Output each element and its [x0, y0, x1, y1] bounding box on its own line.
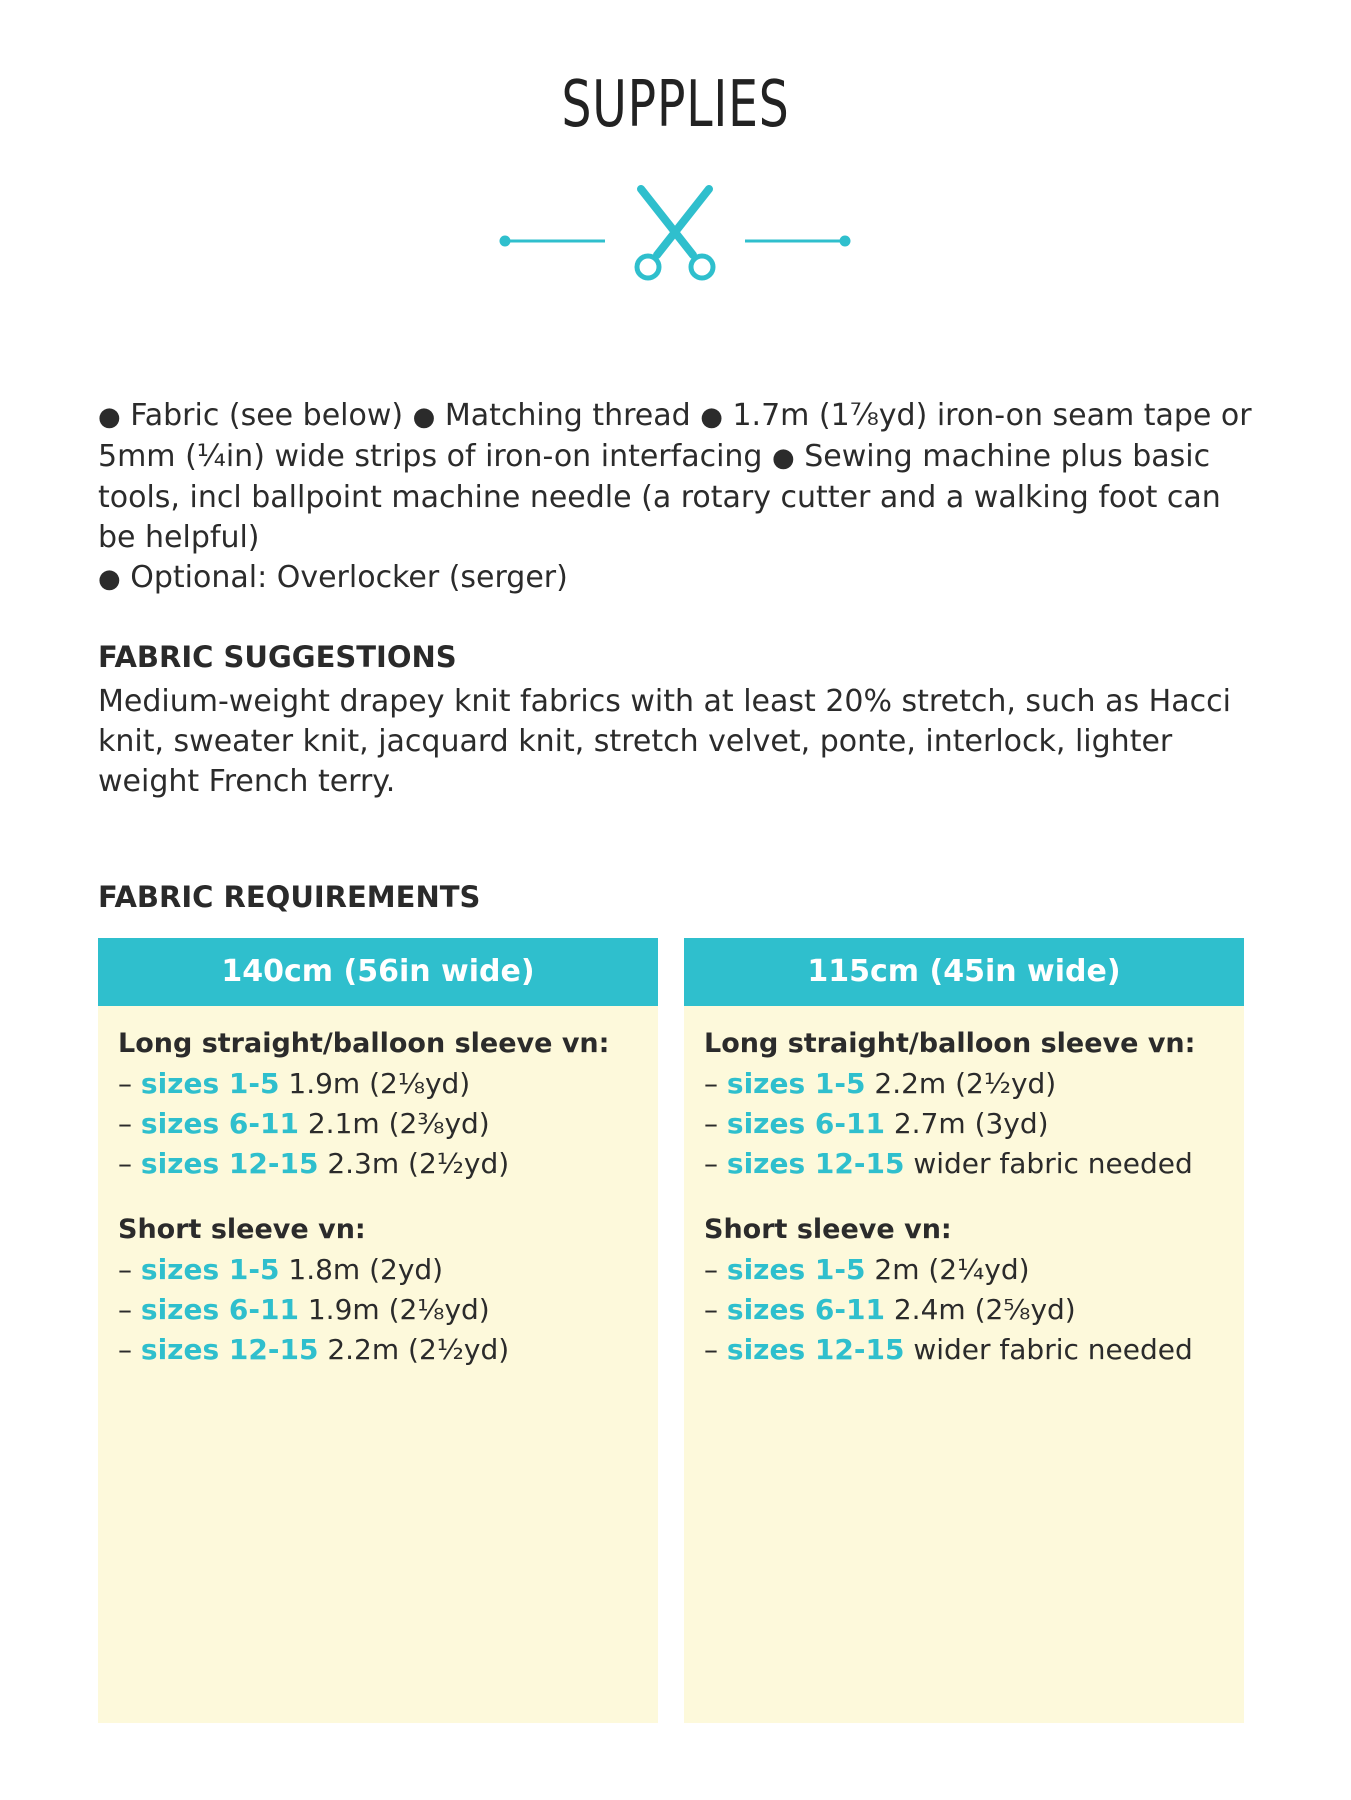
- group-title: Short sleeve vn:: [118, 1214, 366, 1245]
- requirement-group: [118, 1210, 638, 1370]
- fabric-requirements-heading: FABRIC REQUIREMENTS: [98, 880, 481, 914]
- size-range: sizes 12-15: [140, 1147, 319, 1180]
- group-title: Long straight/balloon sleeve vn:: [704, 1028, 1196, 1059]
- requirement-group: [118, 1024, 638, 1184]
- column-header: 140cm (56in wide): [98, 938, 658, 1006]
- requirement-row: – sizes 12-15 2.3m (2½yd): [118, 1147, 510, 1180]
- scissors-icon: [495, 185, 855, 285]
- group-title: Long straight/balloon sleeve vn:: [118, 1028, 610, 1059]
- bullet: ●: [412, 402, 436, 432]
- requirement-row: – sizes 6-11 2.1m (2⅜yd): [118, 1107, 490, 1140]
- supply-item: Matching thread: [444, 398, 691, 433]
- supply-item: 1.7m (1⅞yd) iron-on seam tape or 5mm (¼in) wide strips of iron-on interfacing: [98, 398, 1252, 474]
- requirement-row: – sizes 12-15 2.2m (2½yd): [118, 1333, 510, 1366]
- requirement-row: – sizes 12-15 wider fabric needed: [704, 1333, 1193, 1366]
- page-title: SUPPLIES: [561, 68, 790, 142]
- fabric-amount: 2.3m (2½yd): [327, 1147, 510, 1180]
- fabric-amount: 2.2m (2½yd): [327, 1333, 510, 1366]
- size-range: sizes 1-5: [726, 1253, 866, 1286]
- size-range: sizes 12-15: [726, 1147, 905, 1180]
- fabric-suggestions-text: Medium-weight drapey knit fabrics with at least 20% stretch, such as Hacci knit, sweater knit, jacquard knit, stretch velvet, ponte, interlock, lighter weight French terry.: [98, 684, 1231, 799]
- requirement-row: – sizes 12-15 wider fabric needed: [704, 1147, 1193, 1180]
- fabric-amount: 1.8m (2yd): [288, 1253, 444, 1286]
- fabric-amount: 2m (2¼yd): [874, 1253, 1030, 1286]
- supplies-list: [98, 396, 1258, 599]
- size-range: sizes 6-11: [140, 1107, 299, 1140]
- requirement-group: [704, 1210, 1224, 1370]
- bullet: ●: [700, 402, 723, 432]
- requirements-column-115cm: [684, 938, 1244, 1723]
- requirement-row: – sizes 1-5 1.9m (2⅛yd): [118, 1067, 471, 1100]
- fabric-amount: 2.1m (2⅜yd): [307, 1107, 490, 1140]
- size-range: sizes 1-5: [726, 1067, 866, 1100]
- fabric-amount: 1.9m (2⅛yd): [288, 1067, 471, 1100]
- bullet: ●: [772, 443, 795, 473]
- supply-item: Sewing machine plus basic tools, incl ballpoint machine needle (a rotary cutter and a walking foot can be helpful): [98, 439, 1221, 555]
- fabric-amount: wider fabric needed: [913, 1147, 1193, 1180]
- size-range: sizes 6-11: [140, 1293, 299, 1326]
- column-header: 115cm (45in wide): [684, 938, 1244, 1006]
- size-range: sizes 6-11: [726, 1293, 885, 1326]
- size-range: sizes 12-15: [140, 1333, 319, 1366]
- fabric-amount: 2.2m (2½yd): [874, 1067, 1057, 1100]
- bullet: ●: [98, 564, 121, 594]
- fabric-amount: 1.9m (2⅛yd): [307, 1293, 490, 1326]
- fabric-amount: wider fabric needed: [913, 1333, 1193, 1366]
- requirement-row: – sizes 6-11 1.9m (2⅛yd): [118, 1293, 490, 1326]
- requirement-row: – sizes 1-5 1.8m (2yd): [118, 1253, 444, 1286]
- bullet: ●: [98, 402, 121, 432]
- requirement-row: – sizes 6-11 2.7m (3yd): [704, 1107, 1049, 1140]
- fabric-suggestions-heading: FABRIC SUGGESTIONS: [98, 640, 457, 674]
- group-title: Short sleeve vn:: [704, 1214, 952, 1245]
- size-range: sizes 1-5: [140, 1067, 280, 1100]
- size-range: sizes 6-11: [726, 1107, 885, 1140]
- size-range: sizes 1-5: [140, 1253, 280, 1286]
- requirements-column-140cm: [98, 938, 658, 1723]
- fabric-amount: 2.4m (2⅝yd): [893, 1293, 1076, 1326]
- supply-item: Optional: Overlocker (serger): [130, 560, 568, 595]
- requirement-row: – sizes 6-11 2.4m (2⅝yd): [704, 1293, 1076, 1326]
- fabric-amount: 2.7m (3yd): [893, 1107, 1049, 1140]
- requirement-row: – sizes 1-5 2.2m (2½yd): [704, 1067, 1057, 1100]
- requirement-row: – sizes 1-5 2m (2¼yd): [704, 1253, 1030, 1286]
- size-range: sizes 12-15: [726, 1333, 905, 1366]
- supply-item: Fabric (see below): [130, 398, 404, 433]
- requirement-group: [704, 1024, 1224, 1184]
